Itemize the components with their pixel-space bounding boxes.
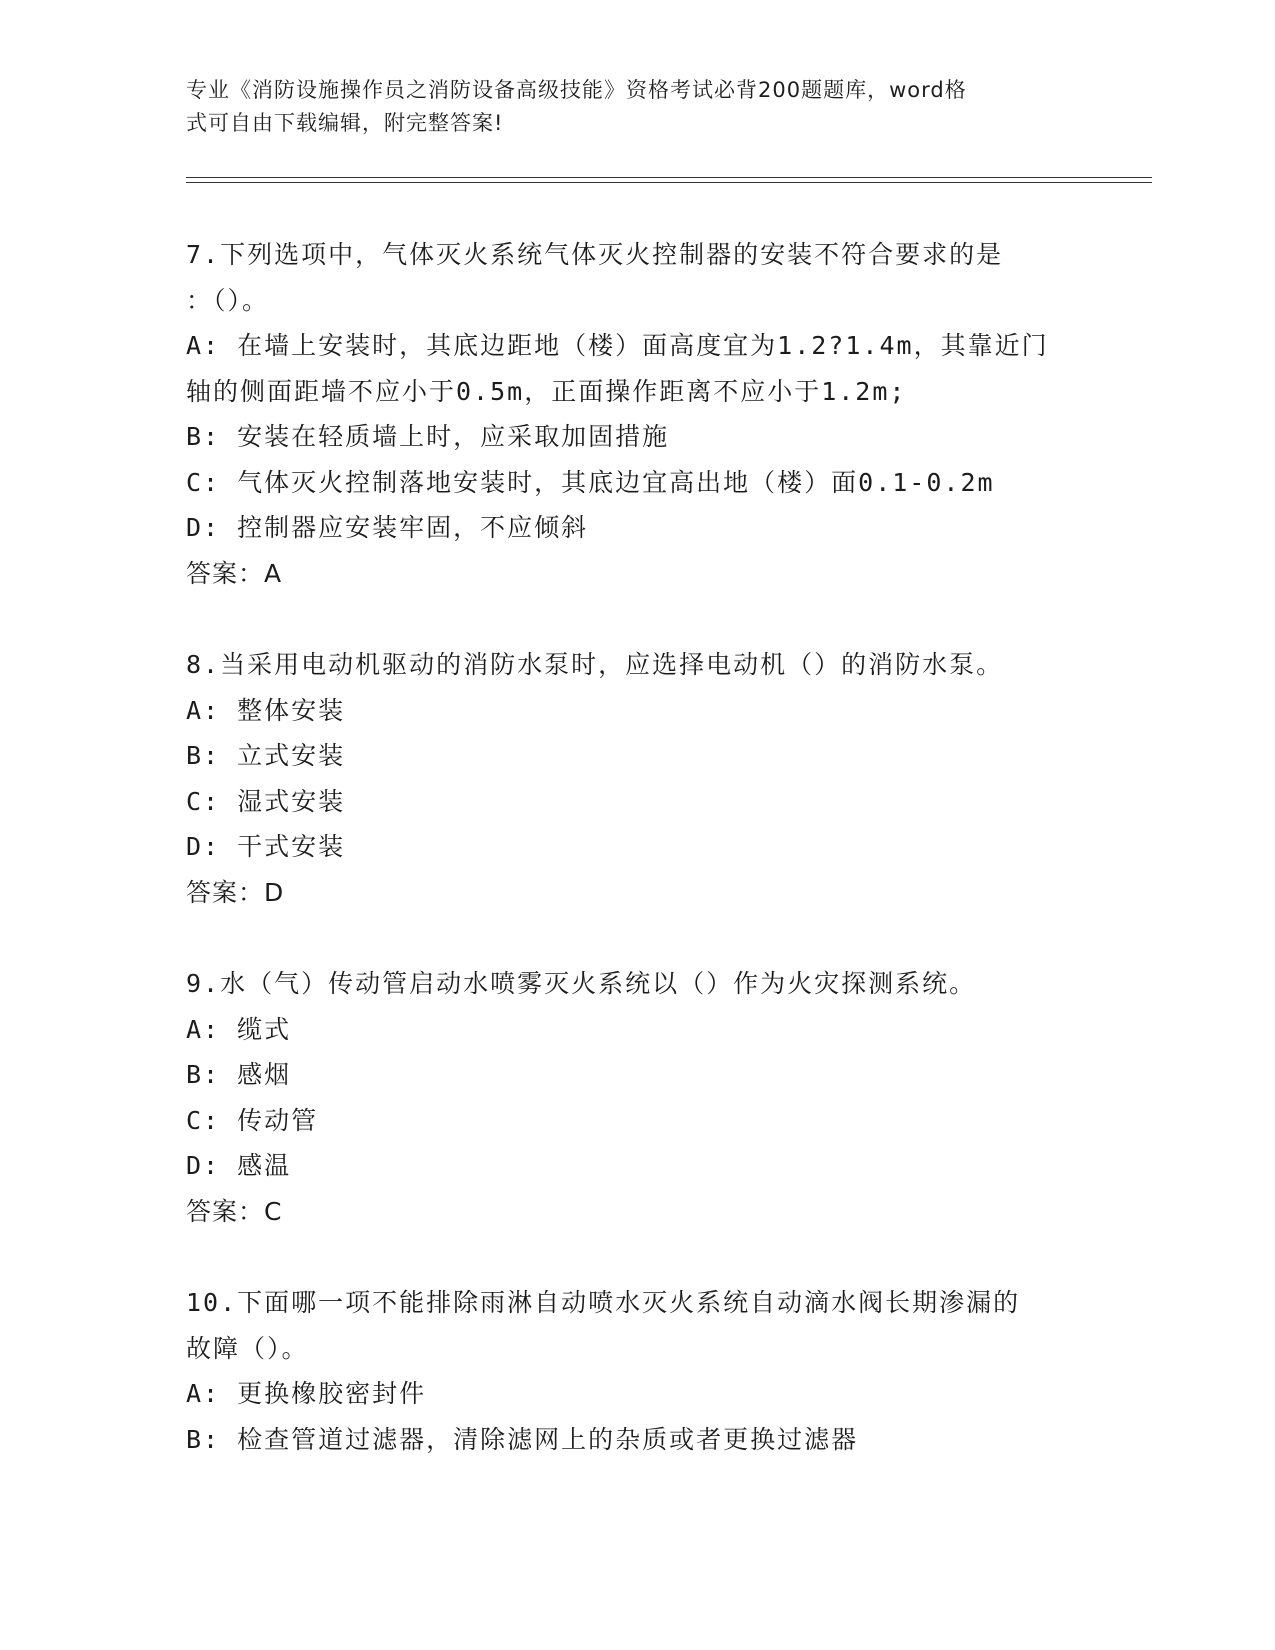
document-header — [186, 74, 1066, 140]
answer-label: 答案：C — [186, 1196, 283, 1226]
option-b: B: 感烟 — [186, 1060, 292, 1089]
answer-label: 答案：A — [186, 558, 283, 588]
option-a: A: 缆式 — [186, 1014, 292, 1044]
option-b: B: 安装在轻质墙上时，应采取加固措施 — [186, 422, 670, 451]
question-stem: 8.当采用电动机驱动的消防水泵时，应选择电动机（）的消防水泵。 — [186, 650, 1004, 679]
option-d: D: 控制器应安装牢固，不应倾斜 — [186, 513, 589, 542]
question-10 — [186, 1280, 1086, 1462]
header-line-2: 式可自由下载编辑，附完整答案! — [186, 111, 504, 135]
header-divider-bottom — [186, 182, 1152, 183]
header-divider-top — [186, 177, 1152, 178]
spacer — [186, 1234, 1086, 1280]
question-7 — [186, 232, 1086, 596]
question-stem: 10.下面哪一项不能排除雨淋自动喷水灭火系统自动滴水阀长期渗漏的 — [186, 1288, 1021, 1317]
option-a-continued: 轴的侧面距墙不应小于0.5m，正面操作距离不应小于1.2m; — [186, 376, 907, 406]
option-d: D: 干式安装 — [186, 832, 346, 861]
question-8 — [186, 642, 1086, 915]
header-line-1: 专业《消防设施操作员之消防设备高级技能》资格考试必背200题题库，word格 — [186, 78, 967, 102]
option-a: A: 更换橡胶密封件 — [186, 1379, 427, 1408]
option-a: A: 整体安装 — [186, 695, 346, 725]
option-c: C: 气体灭火控制落地安装时，其底边宜高出地（楼）面0.1-0.2m — [186, 467, 995, 497]
option-b: B: 检查管道过滤器，清除滤网上的杂质或者更换过滤器 — [186, 1424, 859, 1454]
option-c: C: 湿式安装 — [186, 786, 346, 816]
spacer — [186, 915, 1086, 961]
option-c: C: 传动管 — [186, 1105, 319, 1135]
question-9 — [186, 961, 1086, 1234]
question-list — [186, 232, 1086, 1462]
answer-label: 答案：D — [186, 877, 285, 907]
option-d: D: 感温 — [186, 1151, 292, 1180]
option-a: A: 在墙上安装时，其底边距地（楼）面高度宜为1.2?1.4m，其靠近门 — [186, 331, 1049, 360]
question-stem-continued: 故障（）。 — [186, 1333, 309, 1363]
question-stem: 9.水（气）传动管启动水喷雾灭火系统以（）作为火灾探测系统。 — [186, 969, 977, 998]
question-stem-continued: ：（）。 — [186, 285, 270, 315]
spacer — [186, 596, 1086, 642]
option-b: B: 立式安装 — [186, 741, 346, 770]
question-stem: 7.下列选项中，气体灭火系统气体灭火控制器的安装不符合要求的是 — [186, 240, 1004, 269]
